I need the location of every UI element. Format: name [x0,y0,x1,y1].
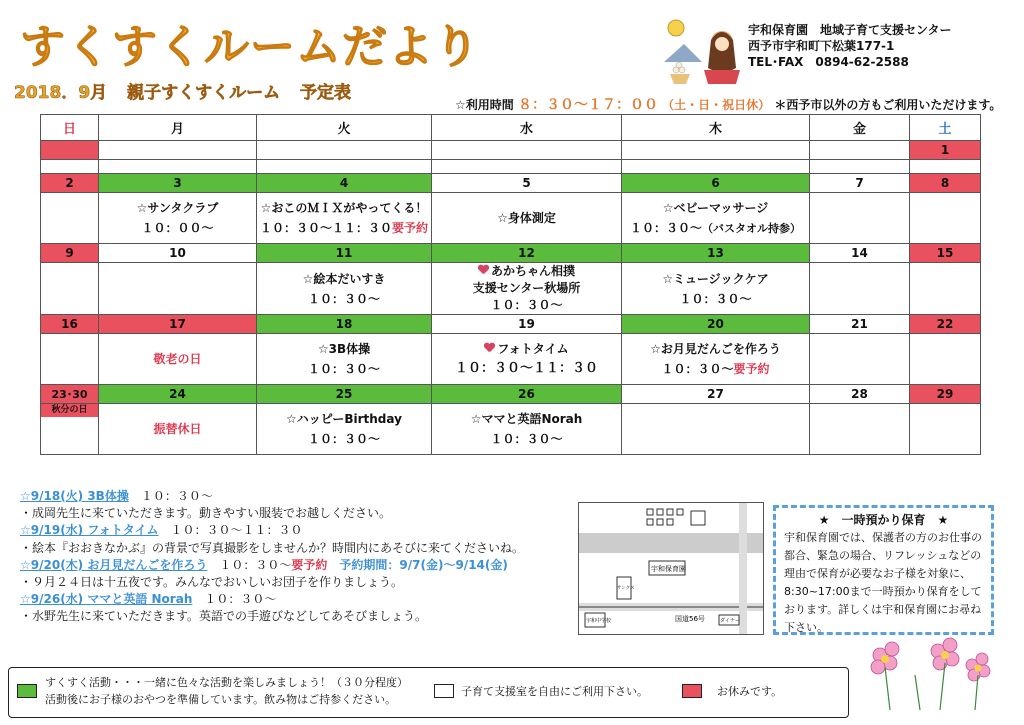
day-cell: 5 [432,174,622,193]
day-cell [41,141,99,160]
event-cell [622,404,810,455]
day-cell: 26 [432,385,622,404]
reservation-required-note: 要予約 [392,221,429,235]
note-heading: ☆9/26(水) ママと英語 Norah [20,592,193,607]
event-cell [910,160,981,174]
event-title: ☆身体測定 [497,211,556,225]
event-time: １０：３０～ [490,298,563,312]
reservation-required-note: 要予約 [291,557,328,572]
event-cell [257,334,432,385]
reservation-period: 予約期間：9/7(金)～9/14(金) [339,557,508,572]
day-cell [257,141,432,160]
heart-icon [478,265,489,275]
moon-viewing-illustration-icon [662,18,744,84]
day-cell: 19 [432,315,622,334]
week-2-day-row [41,174,981,193]
map-drawing-icon [579,503,763,634]
weekday-tue: 火 [257,115,432,141]
event-time: １０：３０～１１：３０ [259,221,392,235]
subtitle-date: 2018．9月 [14,83,108,103]
event-cell [41,263,99,315]
event-cell [910,263,981,315]
event-time: １０：３０～ [629,220,702,235]
week-4-day-row [41,315,981,334]
event-cell [99,193,257,244]
day-cell: 23･30 [41,385,99,404]
note-body: ・成岡先生に来ていただきます。動きやすい服装でお越しください。 [20,506,392,521]
note-body: ・水野先生に来ていただきます。英語での手遊びなどしてあそびましょう。 [20,609,428,624]
note-heading: ☆9/20(木) お月見だんごを作ろう [20,557,208,572]
event-title: ☆ハッピーBirthday [286,412,402,426]
event-cell [910,404,981,455]
monthly-calendar [40,114,981,455]
legend-green-swatch [17,684,37,698]
weekday-thu: 木 [622,115,810,141]
event-time: １０：００～ [141,221,214,235]
week-3-day-row [41,244,981,263]
legend-green-line1: すくすく活動・・・一緒に色々な活動を楽しみましょう！（３０分程度） [45,676,408,689]
weekday-sun: 日 [41,115,99,141]
day-cell: 14 [810,244,910,263]
event-cell [910,193,981,244]
event-time: １０：３０～ [307,432,380,446]
day-cell: 25 [257,385,432,404]
support-center-info [748,22,952,70]
day-cell: 2 [41,174,99,193]
weekday-fri: 金 [810,115,910,141]
legend [8,667,849,718]
subtitle-name: 親子すくすくルーム [127,83,281,103]
week-1-day-row [41,141,981,160]
event-time: １０：３０～１１：３０ [454,361,598,376]
legend-red-label: お休みです。 [717,685,783,698]
event-cell [810,334,910,385]
event-cell [257,193,432,244]
day-cell: 28 [810,385,910,404]
day-cell: 29 [910,385,981,404]
day-cell: 1 [910,141,981,160]
event-cell [41,193,99,244]
event-cell [432,334,622,385]
event-cell [622,160,810,174]
event-cell [99,263,257,315]
event-title: あかちゃん相撲 [490,264,575,278]
day-cell: 27 [622,385,810,404]
event-cell [432,160,622,174]
note-heading: ☆9/18(火) 3B体操 [20,489,129,503]
event-cell [810,193,910,244]
temporary-care-body: 宇和保育園では、保護者の方のお仕事の都合、緊急の場合、リフレッシュなどの理由で保育が必要なお子様を対象に、8:30~17:00まで一時預かり保育をしております。詳しくは宇和保育園にお尋ね下さい。 [784,531,982,634]
event-title: ☆サンタクラブ [136,201,219,215]
heart-icon [484,343,495,353]
day-cell: 24 [99,385,257,404]
event-cell [99,160,257,174]
day-cell [622,141,810,160]
event-subtitle: 支援センター秋場所 [472,281,581,295]
day-cell [99,141,257,160]
day-cell: 7 [810,174,910,193]
event-cell [41,160,99,174]
hours-time: ８：３０～１７：００ [517,97,658,113]
event-time: １０：３０～ [307,291,380,306]
day-cell: 18 [257,315,432,334]
hours-closed: （土・日・祝日休） [662,98,771,112]
hours-prefix: ☆利用時間 [455,98,514,112]
legend-white-label: 子育て支援室を自由にご利用下さい。 [461,685,648,698]
day-cell: 20 [622,315,810,334]
center-tel: TEL･FAX 0894-62-2588 [748,55,909,69]
day-cell: 21 [810,315,910,334]
week-5-event-row [41,404,981,455]
center-address: 西予市宇和町下松葉177-1 [748,39,895,53]
day-cell: 6 [622,174,810,193]
day-cell: 8 [910,174,981,193]
day-cell: 17 [99,315,257,334]
hours-note: ＊西予市以外の方もご利用いただけます。 [774,98,1002,112]
event-cell [910,334,981,385]
note-time: １０：３０～ [204,592,277,607]
event-time: １０：３０～ [490,432,563,446]
event-cell [810,404,910,455]
day-cell: 4 [257,174,432,193]
event-cell [41,334,99,385]
weekday-sat: 土 [910,115,981,141]
map-label-route: 国道56号 [675,615,705,623]
event-time: １０：３０～ [679,291,752,306]
day-cell: 22 [910,315,981,334]
map-label-store1: サンクス [617,586,635,591]
holiday-label: 敬老の日 [153,352,202,366]
event-title: フォトタイム [497,342,569,356]
weekday-wed: 水 [432,115,622,141]
day-cell: 13 [622,244,810,263]
event-cell [99,334,257,385]
event-cell [257,160,432,174]
week-4-event-row [41,334,981,385]
week-5-day-row [41,385,981,404]
center-name: 宇和保育園 地域子育て支援センター [748,23,952,37]
note-time: １０：３０～ [219,557,292,572]
map-label-school: 宇和中学校 [586,618,612,624]
event-title: ☆ミュージックケア [662,271,769,286]
day-cell: 15 [910,244,981,263]
legend-red-swatch [682,684,702,698]
event-cell [622,334,810,385]
week-3-event-row [41,263,981,315]
event-cell [257,404,432,455]
opening-hours [455,94,1001,114]
event-cell [622,263,810,315]
event-time: １０：３０～ [307,362,380,376]
note-heading: ☆9/19(水) フォトタイム [20,523,159,538]
event-title: ☆ママと英語Norah [470,412,583,426]
event-title: ☆3B体操 [317,342,371,356]
note-body: ・９月２４日は十五夜です。みんなでおいしいお団子を作りましょう。 [20,575,404,590]
week-2-event-row [41,193,981,244]
weekday-header-row [41,115,981,141]
event-note: （バスタオル持参） [702,221,801,235]
map-label-store2: ダイナー [720,618,740,624]
subtitle-suffix: 予定表 [300,83,351,103]
event-time: １０：３０～ [661,362,734,376]
event-cell [432,404,622,455]
note-body: ・絵本『おおきなかぶ』の背景で写真撮影をしませんか？時間内にあそびに来てくださいね。 [20,540,525,555]
temporary-care-title: ★ 一時預かり保育 ★ [818,513,949,527]
event-cell [99,404,257,455]
event-cell [41,404,99,455]
newsletter-title: すくすくルームだより [20,20,481,73]
event-title: ☆おこのＭＩＸがやってくる！ [260,201,428,215]
cosmos-flowers-icon [860,635,1010,710]
note-time: １０：３０～１１：３０ [170,523,303,538]
reservation-required-note: 要予約 [733,362,770,376]
holiday-label: 秋分の日 [41,404,98,417]
legend-green-line2: 活動後にお子様のおやつを準備しています。飲み物はご持参ください。 [45,693,397,706]
day-cell: 11 [257,244,432,263]
event-title: ☆ベビーマッサージ [662,200,769,215]
day-cell: 3 [99,174,257,193]
event-cell [432,193,622,244]
event-title: ☆お月見だんごを作ろう [650,342,781,356]
week-1-event-row [41,160,981,174]
event-cell [257,263,432,315]
event-cell [432,263,622,315]
map-label-nursery: 宇和保育園 [651,565,686,573]
schedule-subtitle [14,78,365,103]
event-cell [622,193,810,244]
day-cell: 16 [41,315,99,334]
event-cell [810,160,910,174]
legend-white-swatch [434,684,454,698]
event-notes [20,488,565,626]
event-cell [810,263,910,315]
day-cell [432,141,622,160]
day-cell: 9 [41,244,99,263]
day-cell [810,141,910,160]
holiday-label: 振替休日 [153,422,202,436]
day-cell: 12 [432,244,622,263]
event-title: ☆絵本だいすき [302,271,386,286]
day-cell: 10 [99,244,257,263]
weekday-mon: 月 [99,115,257,141]
temporary-care-box [773,505,994,635]
note-time: １０：３０～ [140,489,213,503]
access-map [578,502,764,635]
